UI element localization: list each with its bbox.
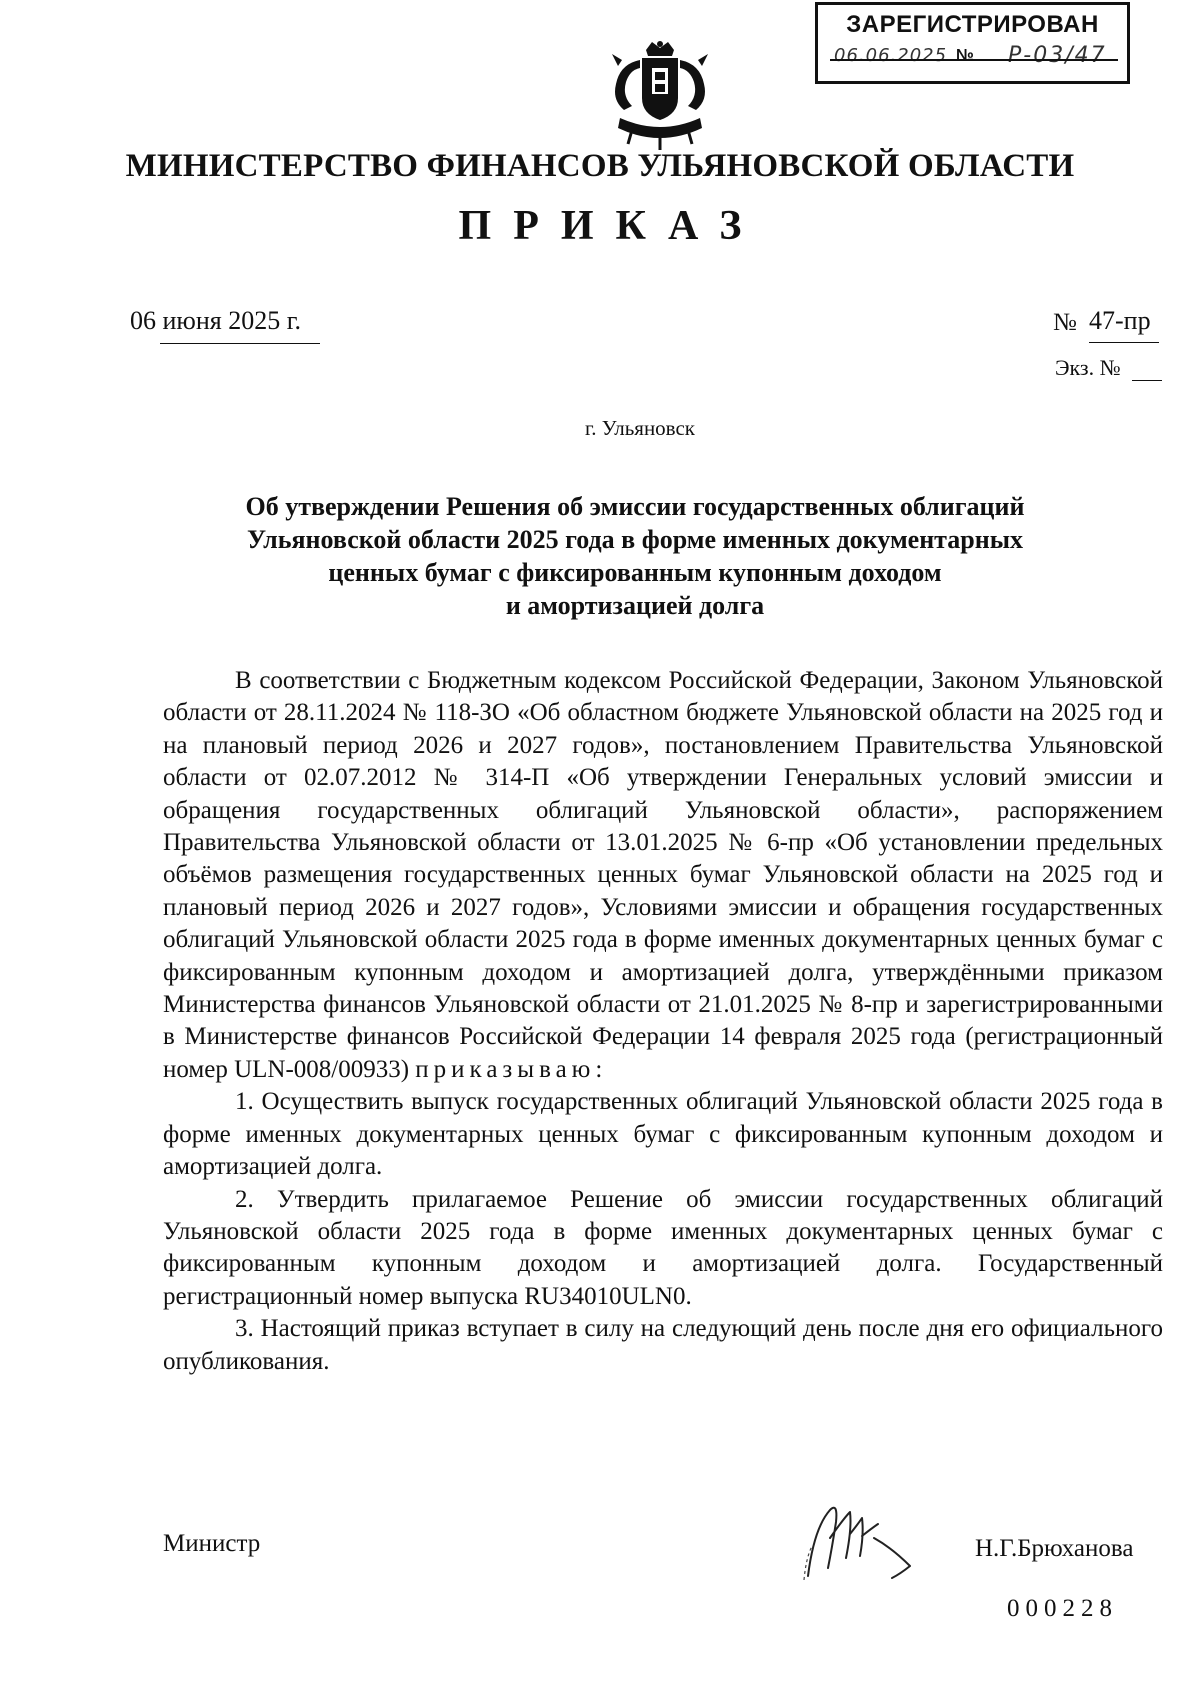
order-date: 06 июня 2025 г. bbox=[130, 306, 301, 335]
stamp-date: 06.06.2025 bbox=[834, 45, 948, 66]
order-word: приказываю: bbox=[415, 1055, 608, 1083]
preamble-text: В соответствии с Бюджетным кодексом Российской Федерации, Законом Ульяновской области от 28.11.2024 № 118-ЗО «Об областном бюджете Ульяновской области на 2025 год и на плановый период 2026 и 2027 годов», постановлением Правительства Ульяновской области от 02.07.2012 № 314-П «Об утверждении Генеральных условий эмиссии и обращения государственных облигаций Ульяновской области», распоряжением Правительства Ульяновской области от 13.01.2025 № 6-пр «Об установлении предельных объёмов размещения государственных ценных бумаг Ульяновской области на 2025 год и плановый период 2026 и 2027 годов», Условиями эмиссии и обращения государственных облигаций Ульяновской области 2025 года в форме именных документарных ценных бумаг с фиксированным купонным доходом и амортизацией долга, утверждёнными приказом Министерства финансов Ульяновской области от 21.01.2025 № 8-пр и зарегистрированными в Министерстве финансов Российской Федерации 14 февраля 2025 года (регистрационный номер ULN-008/00933) bbox=[163, 667, 1163, 1083]
stamp-number: Р-03/47 bbox=[1008, 43, 1107, 68]
order-number: 47-пр bbox=[1089, 306, 1151, 335]
title-line: и амортизацией долга bbox=[505, 591, 765, 620]
handwritten-signature bbox=[800, 1488, 930, 1588]
title-line: Об утверждении Решения об эмиссии государственных облигаций bbox=[245, 492, 1025, 521]
serial-number: 000228 bbox=[1007, 1595, 1118, 1622]
coat-of-arms-icon bbox=[602, 40, 718, 152]
copy-number-blank bbox=[1132, 380, 1162, 381]
stamp-number-label: № bbox=[956, 47, 974, 64]
signer-position: Министр bbox=[163, 1530, 261, 1557]
copy-number-label: Экз. № bbox=[1055, 355, 1121, 380]
stamp-underline bbox=[830, 59, 1118, 61]
document-body bbox=[163, 665, 1163, 1378]
document-type: ПРИКАЗ bbox=[458, 203, 764, 249]
registration-stamp bbox=[815, 2, 1130, 84]
number-underline bbox=[1089, 342, 1159, 343]
item-2: 2. Утвердить прилагаемое Решение об эмиссии государственных облигаций Ульяновской области 2025 года в форме именных документарных ценных бумаг с фиксированным купонным доходом и амортизацией долга. Государственный регистрационный номер выпуска RU34010ULN0. bbox=[163, 1185, 1163, 1310]
ministry-name: МИНИСТЕРСТВО ФИНАНСОВ УЛЬЯНОВСКОЙ ОБЛАСТИ bbox=[125, 148, 1075, 184]
signer-name: Н.Г.Брюханова bbox=[975, 1535, 1134, 1562]
item-3: 3. Настоящий приказ вступает в силу на следующий день после дня его официального опубликования. bbox=[163, 1315, 1163, 1375]
date-underline bbox=[160, 343, 320, 344]
title-line: ценных бумаг с фиксированным купонным доходом bbox=[328, 558, 942, 587]
city: г. Ульяновск bbox=[584, 416, 695, 440]
title-line: Ульяновской области 2025 года в форме именных документарных bbox=[246, 525, 1023, 554]
document-title bbox=[150, 490, 1120, 622]
order-number-sign: № bbox=[1053, 309, 1077, 336]
preamble-paragraph bbox=[163, 665, 1163, 1086]
stamp-title: ЗАРЕГИСТРИРОВАН bbox=[846, 11, 1099, 38]
item-1: 1. Осуществить выпуск государственных облигаций Ульяновской области 2025 года в форме именных документарных ценных бумаг с фиксированным купонным доходом и амортизацией долга. bbox=[163, 1088, 1163, 1181]
